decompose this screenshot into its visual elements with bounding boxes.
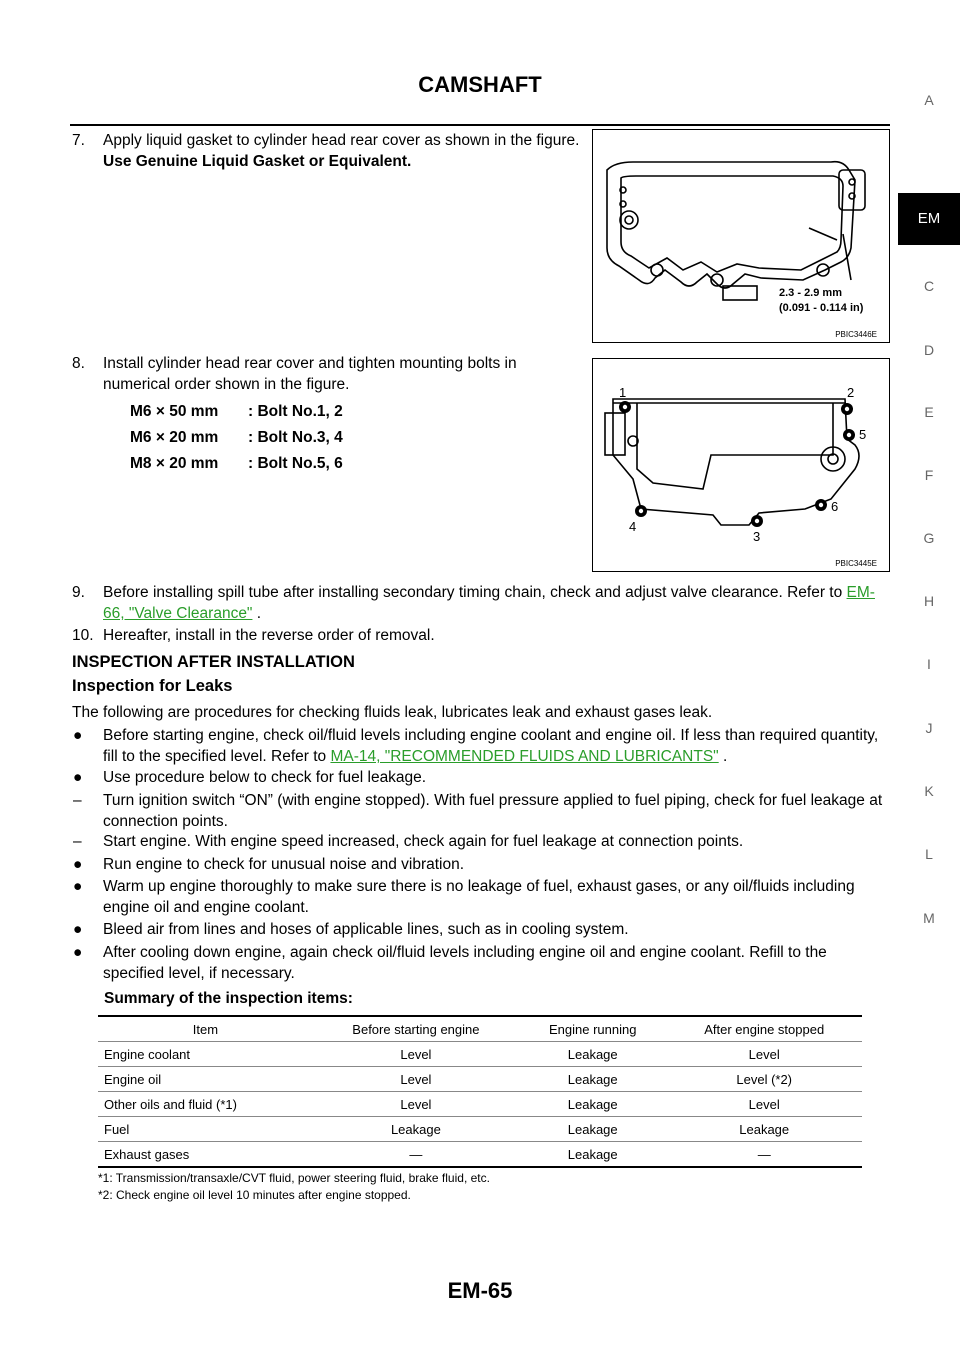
footnote: *2: Check engine oil level 10 minutes after engine stopped. (98, 1188, 411, 1202)
section-subheading: Inspection for Leaks (72, 677, 233, 695)
section-intro: The following are procedures for checking fluids leak, lubricates leak and exhaust gases leak. (72, 704, 713, 721)
tab-f[interactable]: F (924, 467, 934, 483)
step-number: 9. (72, 584, 85, 601)
header-rule (70, 124, 890, 126)
bullet-mark: ● (73, 878, 83, 895)
list-item (72, 767, 890, 788)
list-item (72, 854, 890, 875)
tab-j[interactable]: J (925, 720, 933, 736)
list-item (72, 725, 890, 767)
tab-a[interactable]: A (924, 92, 934, 108)
column-header: After engine stopped (666, 1016, 862, 1042)
table-header-row (98, 1016, 862, 1042)
tab-l[interactable]: L (925, 846, 933, 862)
summary-table (98, 1015, 862, 1168)
step-text: Hereafter, install in the reverse order of removal. (103, 627, 435, 644)
section-heading: INSPECTION AFTER INSTALLATION (72, 653, 355, 671)
page-title: CAMSHAFT (418, 72, 542, 97)
bullet-text: Bleed air from lines and hoses of applicable lines, such as in cooling system. (103, 921, 629, 938)
figure-liquid-gasket (592, 129, 890, 343)
table-cell: Level (313, 1092, 519, 1117)
bullet-text: Run engine to check for unusual noise and vibration. (103, 856, 465, 873)
bolt-label-4: 4 (629, 519, 637, 534)
step-10 (72, 625, 582, 646)
figure-bolt-order (592, 358, 890, 572)
tab-g[interactable]: G (923, 530, 935, 546)
bolt-numbers: : Bolt No.1, 2 (248, 403, 343, 420)
tab-d[interactable]: D (923, 342, 935, 358)
bolt-size: M6 × 50 mm (130, 403, 219, 420)
bolt-label-6: 6 (831, 499, 839, 514)
tab-em[interactable]: EM (898, 193, 960, 245)
dim-label-in: (0.091 - 0.114 in) (779, 302, 864, 314)
step-8 (72, 353, 582, 395)
bullet-text: Warm up engine thoroughly to make sure there is no leakage of fuel, exhaust gases, or any oil/fluids including engine oil and engine coolant. (103, 878, 855, 916)
column-header: Engine running (519, 1016, 666, 1042)
bolt-spec-row (130, 429, 343, 447)
table-cell: Leakage (519, 1142, 666, 1168)
tab-h[interactable]: H (923, 593, 935, 609)
bullet-mark: ● (73, 944, 83, 961)
bullet-text-end: . (718, 748, 728, 765)
dim-label-mm: 2.3 - 2.9 mm (779, 287, 842, 299)
bolt-numbers: : Bolt No.5, 6 (248, 455, 343, 472)
table-cell: Level (*2) (666, 1067, 862, 1092)
list-item (72, 919, 890, 940)
bolt-size: M8 × 20 mm (130, 455, 219, 472)
list-item (72, 942, 890, 984)
step-text: Apply liquid gasket to cylinder head rear cover as shown in the figure. (103, 132, 580, 149)
step-9 (72, 582, 890, 624)
tab-e[interactable]: E (924, 404, 934, 420)
step-number: 8. (72, 355, 85, 372)
table-cell: Other oils and fluid (*1) (98, 1092, 313, 1117)
bullet-text: Turn ignition switch “ON” (with engine stopped). With fuel pressure applied to fuel piping, check for fuel leakage at connection points. (103, 792, 883, 830)
table-row (98, 1092, 862, 1117)
summary-title: Summary of the inspection items: (104, 990, 353, 1007)
table-row (98, 1067, 862, 1092)
table-cell: Level (666, 1092, 862, 1117)
column-header: Item (98, 1016, 313, 1042)
step-number: 10. (72, 627, 94, 644)
table-cell: — (666, 1142, 862, 1168)
gasket-diagram (593, 130, 889, 342)
step-note: Use Genuine Liquid Gasket or Equivalent. (103, 153, 412, 170)
table-cell: Level (313, 1042, 519, 1067)
table-cell: Engine coolant (98, 1042, 313, 1067)
tab-m[interactable]: M (923, 910, 935, 926)
bullet-text: Use procedure below to check for fuel leakage. (103, 769, 427, 786)
table-cell: Leakage (519, 1042, 666, 1067)
table-cell: Exhaust gases (98, 1142, 313, 1168)
table-cell: Level (313, 1067, 519, 1092)
bolt-numbers: : Bolt No.3, 4 (248, 429, 343, 446)
table-row (98, 1042, 862, 1067)
bolt-order-diagram (593, 359, 889, 571)
bolt-label-2: 2 (847, 385, 855, 400)
footnote: *1: Transmission/transaxle/CVT fluid, power steering fluid, brake fluid, etc. (98, 1171, 490, 1185)
table-cell: — (313, 1142, 519, 1168)
table-cell: Leakage (666, 1117, 862, 1142)
table-row (98, 1117, 862, 1142)
column-header: Before starting engine (313, 1016, 519, 1042)
page-number: EM-65 (447, 1278, 513, 1303)
bullet-mark: ● (73, 856, 83, 873)
tab-i[interactable]: I (927, 656, 931, 672)
bullet-text: Before starting engine, check oil/fluid levels including engine coolant and engine oil. If less than required quantity, fill to the specified level. Refer to (103, 727, 879, 765)
table-cell: Engine oil (98, 1067, 313, 1092)
list-item (72, 790, 890, 832)
bullet-mark: ● (73, 727, 83, 744)
bolt-label-1: 1 (619, 385, 627, 400)
step-text-end: . (252, 605, 262, 622)
bullet-text: After cooling down engine, again check oil/fluid levels including engine oil and engine coolant. Refill to the specified level, if necessary. (103, 944, 827, 982)
bolt-size: M6 × 20 mm (130, 429, 219, 446)
table-cell: Leakage (519, 1117, 666, 1142)
bullet-mark: ● (73, 769, 83, 786)
table-row (98, 1142, 862, 1168)
list-item (72, 876, 890, 918)
list-item (72, 831, 890, 852)
tab-k[interactable]: K (924, 783, 934, 799)
recommended-fluids-link[interactable]: MA-14, "RECOMMENDED FLUIDS AND LUBRICANTS" (330, 748, 719, 765)
bolt-label-3: 3 (753, 529, 761, 544)
step-text: Install cylinder head rear cover and tighten mounting bolts in numerical order shown in the figure. (103, 355, 517, 393)
figure-id: PBIC3445E (835, 559, 877, 568)
bolt-spec-row (130, 455, 343, 473)
step-text: Before installing spill tube after installing secondary timing chain, check and adjust valve clearance. Refer to (103, 584, 843, 601)
bolt-label-5: 5 (859, 427, 867, 442)
dash-mark: – (73, 833, 82, 850)
bullet-mark: ● (73, 921, 83, 938)
step-7 (72, 130, 582, 172)
valve-clearance-link[interactable]: EM-66, "Valve Clearance" (103, 584, 875, 622)
tab-c[interactable]: C (923, 278, 935, 294)
bolt-spec-row (130, 403, 343, 421)
dash-mark: – (73, 792, 82, 809)
step-number: 7. (72, 132, 85, 149)
table-cell: Fuel (98, 1117, 313, 1142)
table-cell: Leakage (313, 1117, 519, 1142)
table-cell: Level (666, 1042, 862, 1067)
figure-id: PBIC3446E (835, 330, 877, 339)
bullet-text: Start engine. With engine speed increased, check again for fuel leakage at connection points. (103, 833, 744, 850)
table-cell: Leakage (519, 1067, 666, 1092)
table-cell: Leakage (519, 1092, 666, 1117)
